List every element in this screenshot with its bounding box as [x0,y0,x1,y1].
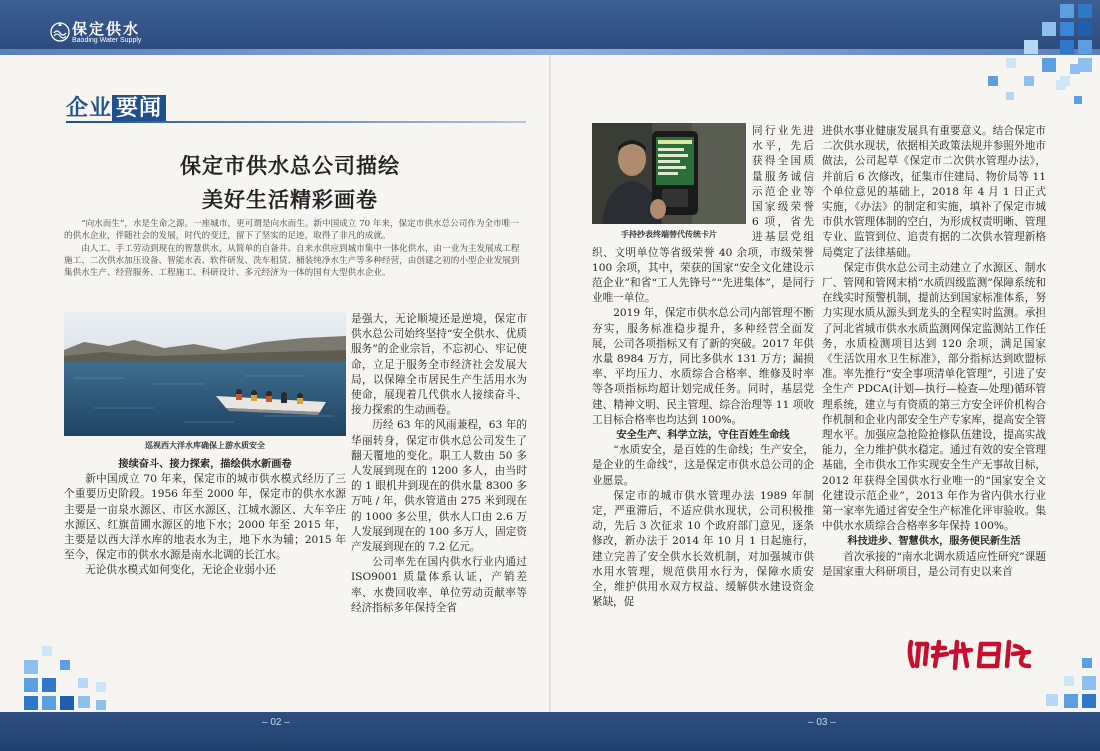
column-4 [822,124,1046,580]
column-1-subhead: 接续奋斗、接力探索，描绘供水新画卷 [118,459,292,470]
column-3-subhead: 安全生产、科学立法，守住百姓生命线 [616,430,790,442]
column-2-paragraph-3: 公司率先在国内供水行业内通过 ISO9001 质量体系认证，产销差率、水费回收率、单位劳动贡献率等经济指标多年保持全省 [351,556,527,614]
column-4-paragraph-3: 首次承接的“南水北调水质适应性研究”课题是国家重大科研项目，是公司有史以来首 [822,550,1046,578]
water-drop-logo-icon [50,20,70,42]
reservoir-photo-caption: 巡视西大洋水库确保上游水质安全 [145,440,265,450]
reservoir-boat-photo [64,312,346,436]
logo-chinese-text: 保定供水 [72,20,141,38]
column-4-paragraph-1: 进供水事业健康发展具有重要意义。结合保定市二次供水现状，依据相关政策法规并参照外地市做法，公司起草《保定市二次供水管理办法》，并前后 6 次修改，征集市住建局、物价局等 11 个单位意见的基础上，2018 年 4 月 1 日正式实施，《办法》的制定和实施，填补了保定市城市供水管理体制的空白，为形成权责明晰、管理专业、监管到位、追责有据的二次供水管理新格局奠定了法律基础。 [822,125,1046,259]
pixel-mosaic-mid-right [1030,60,1090,130]
column-3-paragraph-3: “水质安全，是百姓的生命线；生产安全，是企业的生命线”，这是保定市供水总公司的企业愿景。 [592,444,814,487]
column-3-photo-wrap-space [592,124,752,236]
page-number-left: – 02 – [262,717,290,728]
lead-paragraph-1: “向水而生”，水是生命之源。一座城市，更可谓是向水而生。新中国成立 70 年来，保定市供水总公司作为全市唯一的供水企业，伴随社会的发展，时代的变迁，留下了坚实的足迹，取得了非凡的成就。 [64,219,519,242]
logo [50,20,230,50]
column-4-paragraph-2: 保定市供水总公司主动建立了水源区、制水厂、管网和管网末梢“水质四级监测”保障系统和在线实时预警机制，提前达到国家标准体系，努力实现水质从源头到龙头的全程实时监测。承担了河北省城市供水水质监测网保定监测站工作任务，水质检测项目达到 120 余项，满足国家《生活饮用水卫生标准》，部分指标达到欧盟标准。率先推行“安全事项清单化管理”，引进了安全生产 PDCA(计划—执行—检查—处理)循环管理系统，建立与有资质的第三方安全评价机构合作机制和企业内部安全生产专家库，提高安全管理水平。加强应急抢险抢修队伍建设，提高实战能力，全力维护供水稳定。通过有效的安全管理基础，全市供水工作实现安全生产无事故目标，2012 年获得全国供水行业唯一的“国家安全文化建设示范企业”，2013 年作为省内供水行业第一家率先通过省安全生产标准化评审验收。集中供水水质综合合格率多年保持 100%。 [822,261,1046,533]
article-title-line2: 美好生活精彩画卷 [202,187,378,212]
terminal-photo-caption: 手持抄表终端替代传统卡片 [621,229,717,239]
column-2 [351,312,527,616]
column-1-paragraph-1: 新中国成立 70 年来，保定市的城市供水模式经历了三个重要历史阶段。1956 年至 2000 年，保定市的供水水源主要是一亩泉水源区、市区水源区、江城水源区、大车辛庄水源区、红旗苗圃水源区的地下水；2000 年至 2015 年，主要是以西大洋水库的地表水为主，地下水为辅；2015 年至今，保定市的供水水源是南水北调的长江水。 [64,473,346,562]
section-label-part1: 企业 [66,95,113,121]
column-4-subhead: 科技进步、智慧供水，服务便民新生活 [847,536,1021,548]
hebei-daily-logo [905,636,1035,672]
column-3-paragraph-2: 2019 年，保定市供水总公司内部管理不断夯实，服务标准稳步提升，多种经营全面发展，公司各项指标又有了新的突破。2017 年供水量 8984 万方，同比多供水 131 万方；漏损率、平均压力、水质综合合格率、维修及时率等各项指标均超计划完成任务。同时，基层党建、精神文明、民主管理、综合治理等 11 项收工目标合格率也均达到 100%。 [592,307,814,426]
column-3 [592,124,814,611]
column-1 [64,457,346,579]
pixel-mosaic-bottom-left [20,630,130,712]
column-2-paragraph-2: 历经 63 年的风雨兼程，63 年的华丽转身，保定市供水总公司发生了翻天覆地的变化。职工人数由 50 多人发展到现在的 1200 多人，由当时的 1 眼机井到现在的供水量 8300 多万吨 / 年，供水管道由 275 米到现在的 1000 多公里，供水人口由 2.6 万人发展到现在的 100 多万人，固定资产发展到现在的 7.2 亿元。 [351,419,527,554]
page-number-right: – 03 – [808,717,836,728]
logo-english-text: Baoding Water Supply [72,37,142,44]
footer-bar [0,712,1100,751]
lead-paragraph-2: 由人工、手工劳动到现在的智慧供水，从简单的自备井、自来水供应到城市集中一体化供水，由一业为主发展成工程施工、二次供水加压设备、智能水表、软件研发、洗车租赁、桶装纯净水生产等多种经营，由创建之初的小型企业发展到集供水生产、经营服务、工程施工、科研设计、多元经济为一体的国有大型供水企业。 [64,243,520,279]
page-spine [549,55,551,715]
article-title-line1: 保定市供水总公司描绘 [180,153,400,178]
section-label-part2: 要闻 [112,95,166,121]
column-1-paragraph-2: 无论供水模式如何变化，无论企业弱小还 [85,564,276,577]
column-3-paragraph-4: 保定市的城市供水管理办法 1989 年制定，严重滞后，不适应供水现状，公司积极推动，先后 3 次征求 10 个政府部门意见，逐条修改，新办法于 2014 年 10 月 1 日起施行，建立完善了安全供水长效机制，对加强城市供水用水管理，规范供用水行为，保障水质安全，维护供用水双方权益、缓解供水建设资金紧缺，促 [592,489,814,609]
section-label [66,91,166,122]
section-rule [66,121,526,123]
article-lead [64,218,526,279]
column-2-paragraph-1: 是强大，无论顺境还是逆境，保定市供水总公司始终坚持“安全供水、优质服务”的企业宗旨，不忘初心、牢记使命，立足于服务全市经济社会发展大局，以保障全市居民生产生活用水为使命，展现着几代供水人接续奋斗、接力探索的生动画卷。 [351,313,527,417]
column-3-paragraph-1: 同行业先进水平，先后获得全国质量服务诚信示范企业等国家级荣誉 6 项，省先进基层党组织、文明单位等省级荣誉 40 余项，市级荣誉 100 余项，其中，荣获的国家“安全文化建设示范企业”和省“工人先锋号”“先进集体”，是同行业唯一单位。 [592,125,814,305]
